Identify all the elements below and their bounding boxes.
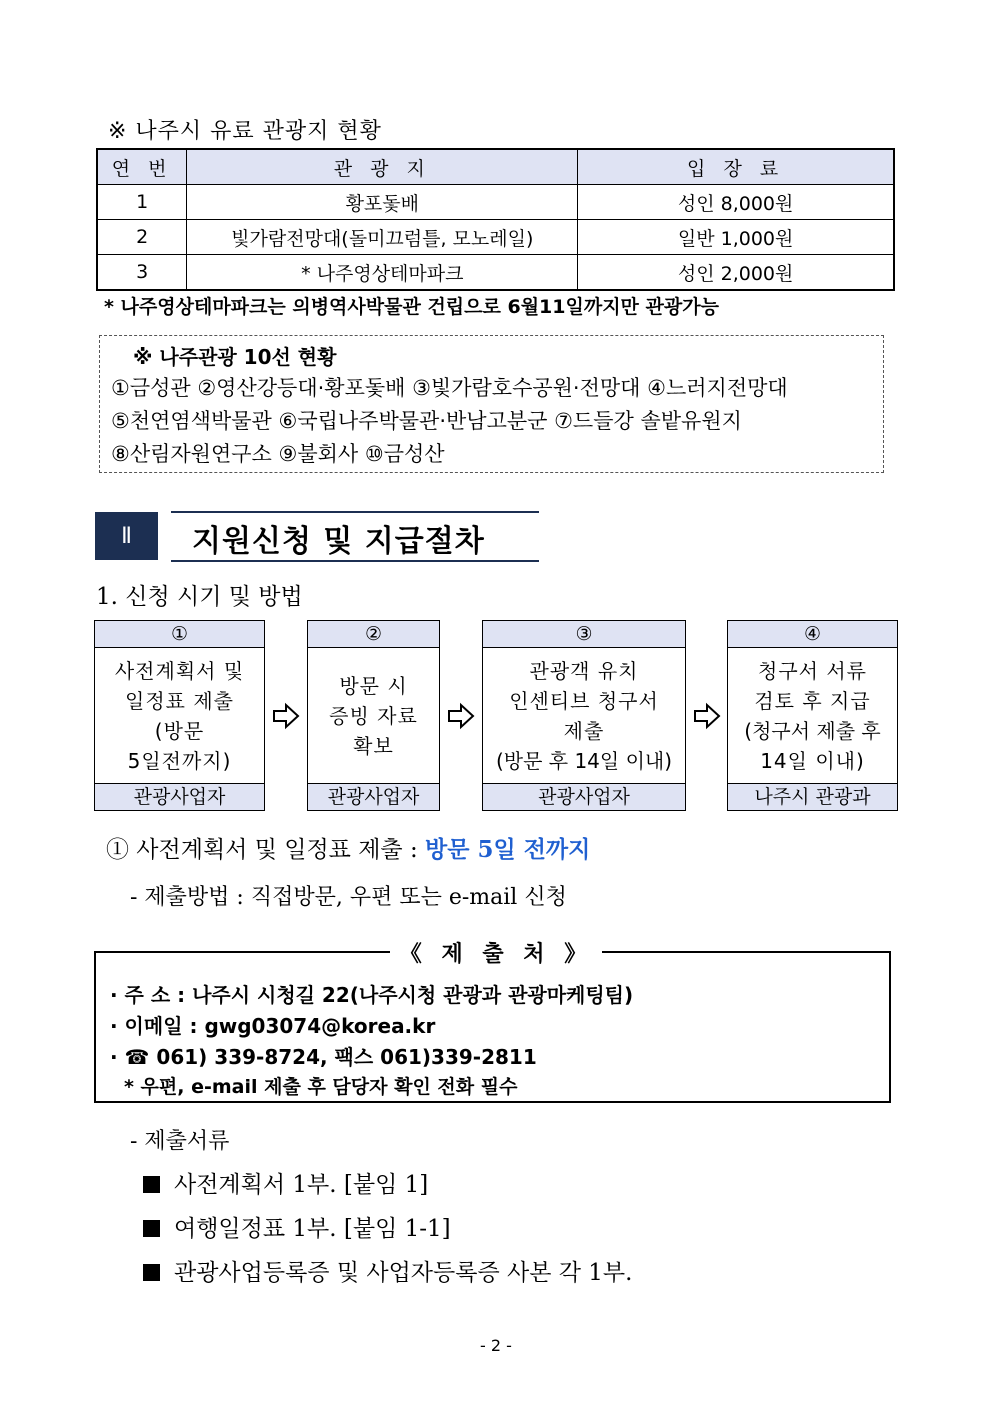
row-site: 황포돛배 <box>187 185 578 220</box>
step-number: ① <box>95 621 264 648</box>
section-rule-bottom <box>171 560 539 562</box>
step-actor: 관광사업자 <box>308 783 439 810</box>
square-bullet-icon <box>143 1176 160 1193</box>
step1-deadline-highlight: 방문 5일 전까지 <box>425 836 591 863</box>
submission-title <box>0 937 992 968</box>
arrow-right-icon <box>447 702 475 730</box>
table-row <box>97 220 894 255</box>
page-number: - 2 - <box>480 1336 512 1355</box>
step-line: (방문 <box>154 718 205 743</box>
square-bullet-icon <box>143 1220 160 1237</box>
submission-method: - 제출방법 : 직접방문, 우편 또는 e-mail 신청 <box>130 885 567 910</box>
step1-label: ① 사전계획서 및 일정표 제출 : <box>106 837 426 863</box>
step-box-3 <box>482 620 686 811</box>
step-line: 인센티브 청구서 <box>509 688 659 713</box>
top10-line: ⑤천연염색박물관 ⑥국립나주박물관·반남고분군 ⑦드들강 솔밭유원지 <box>111 409 742 433</box>
step-actor: 나주시 관광과 <box>728 783 897 810</box>
row-site: * 나주영상테마파크 <box>187 255 578 291</box>
step-box-4 <box>727 620 898 811</box>
top10-line: ⑧산림자원연구소 ⑨불회사 ⑩금성산 <box>111 442 445 466</box>
row-site: 빛가람전망대(돌미끄럼틀, 모노레일) <box>187 220 578 255</box>
submission-title-text: 《 제 출 처 》 <box>390 942 602 967</box>
row-fee: 성인 2,000원 <box>578 255 894 291</box>
step-actor: 관광사업자 <box>95 783 264 810</box>
row-fee: 일반 1,000원 <box>578 220 894 255</box>
step-box-2 <box>307 620 440 811</box>
step1-deadline-line <box>106 831 590 864</box>
step-description <box>483 648 685 783</box>
fee-table <box>96 148 895 291</box>
step-line: 일정표 제출 <box>125 688 234 713</box>
list-item <box>143 1166 428 1199</box>
step-description <box>728 648 897 783</box>
step-actor: 관광사업자 <box>483 783 685 810</box>
step-line: 방문 시 <box>339 673 408 698</box>
step-line: (청구서 제출 후 <box>744 718 881 743</box>
step-line: 사전계획서 및 <box>114 658 245 683</box>
step-line: 증빙 자료 <box>329 703 418 728</box>
step-line: 청구서 서류 <box>758 658 867 683</box>
step-line: 확보 <box>353 733 394 758</box>
step-description <box>308 648 439 783</box>
arrow-right-icon <box>272 702 300 730</box>
step-line: 제출 <box>563 718 605 743</box>
section-title: 지원신청 및 지급절차 <box>192 524 485 559</box>
column-header-no: 연 번 <box>97 149 187 185</box>
step-box-1 <box>94 620 265 811</box>
step-line: 관광객 유치 <box>529 658 639 683</box>
step-number: ② <box>308 621 439 648</box>
submission-phone: · ☎ 061) 339-8724, 팩스 061)339-2811 <box>110 1045 537 1069</box>
sub-heading: 1. 신청 시기 및 방법 <box>96 584 303 610</box>
list-item <box>143 1254 632 1287</box>
documents-heading: - 제출서류 <box>130 1129 230 1154</box>
square-bullet-icon <box>143 1264 160 1281</box>
list-item <box>143 1210 451 1243</box>
step-line: (방문 후 14일 이내) <box>495 748 673 773</box>
submission-note: * 우편, e-mail 제출 후 담당자 확인 전화 필수 <box>124 1076 518 1098</box>
document-label: 사전계획서 1부. [붙임 1] <box>174 1172 429 1198</box>
step-line: 14일 이내) <box>760 748 865 773</box>
fee-table-header-row <box>97 149 894 185</box>
table-row <box>97 255 894 291</box>
column-header-fee: 입 장 료 <box>578 149 894 185</box>
row-fee: 성인 8,000원 <box>578 185 894 220</box>
step-description <box>95 648 264 783</box>
fee-note: * 나주영상테마파크는 의병역사박물관 건립으로 6월11일까지만 관광가능 <box>104 296 719 318</box>
submission-email[interactable]: · 이메일 : gwg03074@korea.kr <box>110 1014 436 1038</box>
document-label: 관광사업등록증 및 사업자등록증 사본 각 1부. <box>174 1260 633 1286</box>
section-number: Ⅱ <box>95 512 158 560</box>
document-label: 여행일정표 1부. [붙임 1-1] <box>174 1216 451 1242</box>
step-number: ③ <box>483 621 685 648</box>
row-no: 1 <box>97 185 187 220</box>
top10-line: ①금성관 ②영산강등대·황포돛배 ③빛가람호수공원·전망대 ④느러지전망대 <box>111 376 788 400</box>
arrow-right-icon <box>693 702 721 730</box>
step-line: 5일전까지) <box>127 748 232 773</box>
column-header-site: 관 광 지 <box>187 149 578 185</box>
fee-heading: ※ 나주시 유료 관광지 현황 <box>108 119 382 144</box>
row-no: 2 <box>97 220 187 255</box>
submission-address: · 주 소 : 나주시 시청길 22(나주시청 관광과 관광마케팅팀) <box>110 983 634 1007</box>
table-row <box>97 185 894 220</box>
step-line: 검토 후 지급 <box>754 688 871 713</box>
row-no: 3 <box>97 255 187 291</box>
step-number: ④ <box>728 621 897 648</box>
top10-title: ※ 나주관광 10선 현황 <box>133 345 337 369</box>
section-rule-top <box>171 511 539 513</box>
